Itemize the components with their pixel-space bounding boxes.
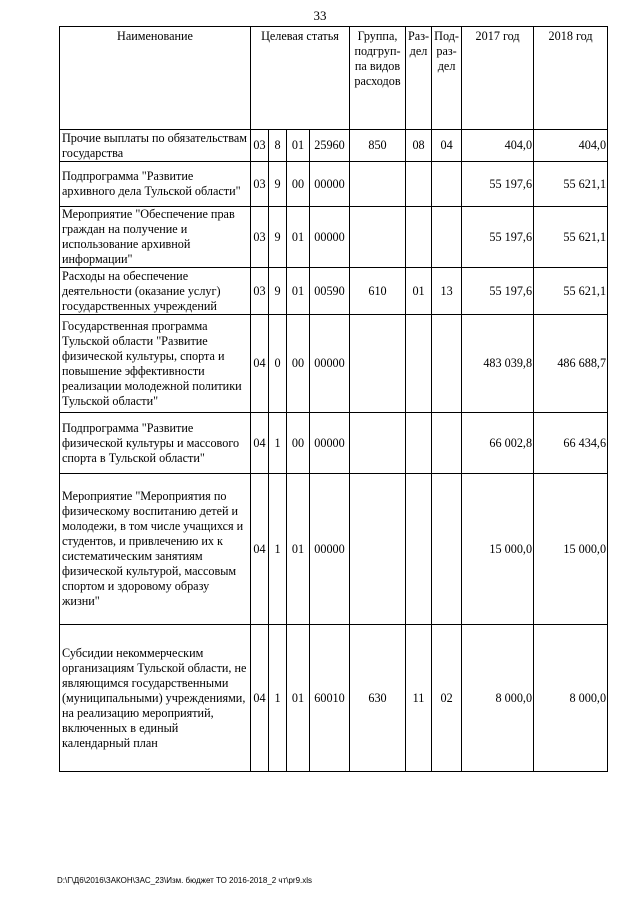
subsection-code	[432, 207, 462, 268]
subsection-code	[432, 162, 462, 207]
expense-group	[350, 315, 406, 413]
table-row	[60, 315, 608, 413]
amount-2017: 8 000,0	[462, 625, 534, 772]
code-program: 04	[251, 413, 269, 474]
code-program: 04	[251, 315, 269, 413]
row-name: Подпрограмма "Развитие физической культуры и массового спорта в Тульской области"	[60, 413, 251, 474]
code-subprogram: 9	[269, 268, 287, 315]
code-program: 03	[251, 130, 269, 162]
subsection-code: 02	[432, 625, 462, 772]
amount-2018: 66 434,6	[534, 413, 608, 474]
row-name: Мероприятие "Мероприятия по физическому воспитанию детей и молодежи, в том числе учащихся и студентов, и привлечению их к систематическим занятиям физической культурой, массовым спортом и здоровому образу жизни"	[60, 474, 251, 625]
row-name: Прочие выплаты по обязательствам государства	[60, 130, 251, 162]
amount-2018: 15 000,0	[534, 474, 608, 625]
code-subprogram: 8	[269, 130, 287, 162]
amount-2018: 404,0	[534, 130, 608, 162]
subsection-code: 04	[432, 130, 462, 162]
table-row	[60, 625, 608, 772]
expense-group	[350, 413, 406, 474]
amount-2018: 55 621,1	[534, 268, 608, 315]
amount-2018: 55 621,1	[534, 207, 608, 268]
code-direction: 00590	[310, 268, 350, 315]
amount-2017: 404,0	[462, 130, 534, 162]
table-row	[60, 207, 608, 268]
header-row	[60, 27, 608, 130]
code-event: 00	[287, 315, 310, 413]
code-program: 04	[251, 625, 269, 772]
expense-group	[350, 162, 406, 207]
row-name: Подпрограмма "Развитие архивного дела Тульской области"	[60, 162, 251, 207]
subsection-code	[432, 474, 462, 625]
code-subprogram: 1	[269, 474, 287, 625]
table-row	[60, 268, 608, 315]
section-code	[406, 207, 432, 268]
code-program: 04	[251, 474, 269, 625]
budget-table	[59, 26, 608, 772]
amount-2017: 483 039,8	[462, 315, 534, 413]
section-code: 11	[406, 625, 432, 772]
header-target: Целевая статья	[251, 27, 350, 130]
expense-group: 850	[350, 130, 406, 162]
code-event: 00	[287, 162, 310, 207]
amount-2017: 15 000,0	[462, 474, 534, 625]
amount-2017: 66 002,8	[462, 413, 534, 474]
row-name: Государственная программа Тульской области "Развитие физической культуры, спорта и повышение эффективности реализации молодежной политики Тульской области"	[60, 315, 251, 413]
header-group: Группа, подгруп-па видов расходов	[350, 27, 406, 130]
header-subsection: Под-раз-дел	[432, 27, 462, 130]
subsection-code: 13	[432, 268, 462, 315]
header-2017: 2017 год	[462, 27, 534, 130]
code-program: 03	[251, 268, 269, 315]
code-direction: 00000	[310, 162, 350, 207]
code-program: 03	[251, 207, 269, 268]
code-subprogram: 1	[269, 625, 287, 772]
amount-2017: 55 197,6	[462, 207, 534, 268]
header-2018: 2018 год	[534, 27, 608, 130]
code-event: 01	[287, 207, 310, 268]
code-direction: 00000	[310, 474, 350, 625]
expense-group	[350, 474, 406, 625]
code-direction: 00000	[310, 413, 350, 474]
header-section: Раз-дел	[406, 27, 432, 130]
amount-2018: 486 688,7	[534, 315, 608, 413]
code-event: 01	[287, 625, 310, 772]
section-code	[406, 315, 432, 413]
section-code: 01	[406, 268, 432, 315]
code-direction: 00000	[310, 315, 350, 413]
section-code	[406, 413, 432, 474]
code-event: 01	[287, 474, 310, 625]
row-name: Мероприятие "Обеспечение прав граждан на получение и использование архивной информации"	[60, 207, 251, 268]
code-subprogram: 9	[269, 162, 287, 207]
amount-2018: 55 621,1	[534, 162, 608, 207]
table-row	[60, 130, 608, 162]
code-direction: 00000	[310, 207, 350, 268]
code-event: 00	[287, 413, 310, 474]
code-subprogram: 0	[269, 315, 287, 413]
code-direction: 60010	[310, 625, 350, 772]
expense-group	[350, 207, 406, 268]
table-row	[60, 162, 608, 207]
file-path-footer: D:\Г\Д6\2016\ЗАКОН\ЗАС_23\Изм. бюджет ТО 2016-2018_2 чт\pr9.xls	[57, 876, 313, 885]
expense-group: 610	[350, 268, 406, 315]
code-subprogram: 9	[269, 207, 287, 268]
amount-2018: 8 000,0	[534, 625, 608, 772]
code-program: 03	[251, 162, 269, 207]
code-direction: 25960	[310, 130, 350, 162]
table-row	[60, 474, 608, 625]
amount-2017: 55 197,6	[462, 162, 534, 207]
table-row	[60, 413, 608, 474]
code-subprogram: 1	[269, 413, 287, 474]
subsection-code	[432, 315, 462, 413]
section-code	[406, 474, 432, 625]
section-code	[406, 162, 432, 207]
amount-2017: 55 197,6	[462, 268, 534, 315]
row-name: Субсидии некоммерческим организациям Тульской области, не являющимся государственными (муниципальными) учреждениями, на реализацию мероприятий, включенных в единый календарный план	[60, 625, 251, 772]
subsection-code	[432, 413, 462, 474]
expense-group: 630	[350, 625, 406, 772]
code-event: 01	[287, 130, 310, 162]
header-name: Наименование	[60, 27, 251, 130]
page-number: 33	[313, 8, 327, 23]
section-code: 08	[406, 130, 432, 162]
code-event: 01	[287, 268, 310, 315]
row-name: Расходы на обеспечение деятельности (оказание услуг) государственных учреждений	[60, 268, 251, 315]
